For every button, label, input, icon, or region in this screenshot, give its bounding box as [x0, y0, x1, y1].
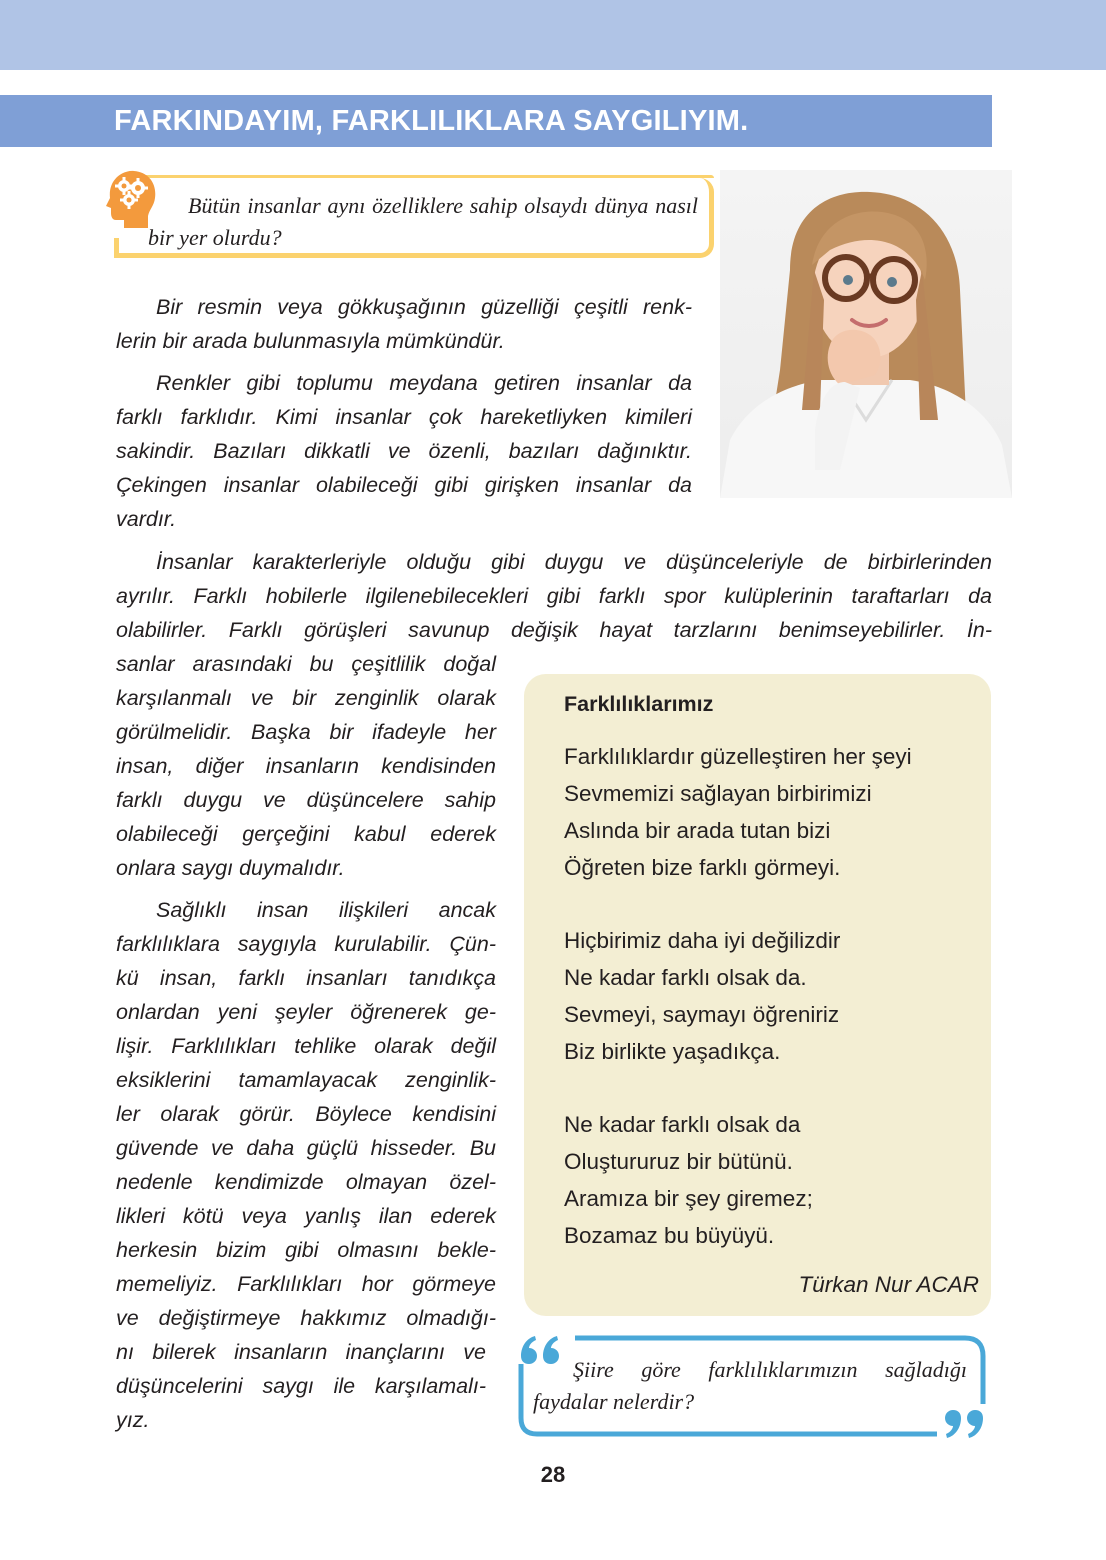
quote-box — [517, 1334, 987, 1438]
poem-line: Ne kadar farklı olsak da. — [564, 965, 807, 990]
poem-line: Ne kadar farklı olsak da — [564, 1112, 801, 1137]
quote-text: Şiire göre farklılıklarımızın sağladığı faydalar nelerdir? — [533, 1357, 967, 1414]
poem-author: Türkan Nur ACAR — [798, 1272, 979, 1297]
poem-line: Öğreten bize farklı görmeyi. — [564, 855, 841, 880]
poem-line: Oluştururuz bir bütünü. — [564, 1149, 793, 1174]
paragraph-2: Renkler gibi toplumu meydana getiren insanlar da farklı farklıdır. Kimi insanlar çok hareketliyken kimileri sakindir. Bazıları dikkatli ve özenli, bazıları dağınıktır. Çekingen insanlar olabileceği gibi girişken insanlar da vardır. — [116, 371, 692, 531]
paragraph-3: İnsanlar karakterleriyle olduğu gibi duygu ve düşünceleriyle de birbirlerinden ayrılır. Farklı hobilerle ilgilenebilecekleri gibi farklı spor kulüplerinin taraftarları da olabilirler. Farklı görüşleri savunup değişik hayat tarzlarını benimseyebilirler. İn- — [116, 550, 992, 642]
poem-title: Farklılıklarımız — [564, 692, 714, 716]
paragraph-1: Bir resmin veya gökkuşağının güzelliği çeşitli renk- lerin bir arada bulunmasıyla mümkündür. — [116, 295, 692, 353]
page-number: 28 — [540, 1462, 566, 1487]
question-text: Bütün insanlar aynı özelliklere sahip olsaydı dünya nasıl bir yer olurdu? — [148, 193, 698, 250]
page-title: FARKINDAYIM, FARKLILIKLARA SAYGILIYIM. — [0, 95, 992, 147]
top-band — [0, 0, 1106, 70]
poem-line: Hiçbirimiz daha iyi değilizdir — [564, 928, 841, 953]
poem-line: Aslında bir arada tutan bizi — [564, 818, 831, 843]
poem-line: Sevmemizi sağlayan birbirimizi — [564, 781, 872, 806]
paragraph-3-continued: sanlar arasındaki bu çeşitlilik doğal karşılanmalı ve bir zenginlik olarak görülmelidir. Başka bir ifadeyle her insan, diğer insanların kendisinden farklı duygu ve düşüncelere sahip olabileceği gerçeğini kabul ederek onlara saygı duymalıdır. — [116, 652, 496, 880]
poem-line: Bozamaz bu büyüyü. — [564, 1223, 775, 1248]
poem-box — [524, 674, 991, 1316]
question-box — [114, 178, 714, 258]
poem-line: Sevmeyi, saymayı öğreniriz — [564, 1002, 840, 1027]
poem-line: Biz birlikte yaşadıkça. — [564, 1039, 781, 1064]
paragraph-4: Sağlıklı insan ilişkileri ancak farklılıklara saygıyla kurulabilir. Çün- kü insan, farklı insanları tanıdıkça onlardan yeni şeyler öğrenerek ge- lişir. Farklılıkları tehlike olarak değil eksiklerini tamamlayacak zenginlik- ler olarak görür. Böylece kendisini güvende ve daha güçlü hisseder. Bu nedenle kendimizde olmayan özel- likleri kötü veya yanlış ilan ederek herkesin bizim gibi olmasını bekle- memeliyiz. Farklılıkları hor görmeye ve değiştirmeye hakkımız olmadığı- nı bilerek insanların inançlarını ve düşüncelerini saygı ile karşılamalı- yız. — [116, 898, 496, 1432]
girl-photo — [720, 170, 1012, 498]
head-gears-icon — [102, 168, 158, 230]
poem-line: Farklılıklardır güzelleştiren her şeyi — [564, 744, 912, 769]
poem-line: Aramıza bir şey giremez; — [564, 1186, 813, 1211]
